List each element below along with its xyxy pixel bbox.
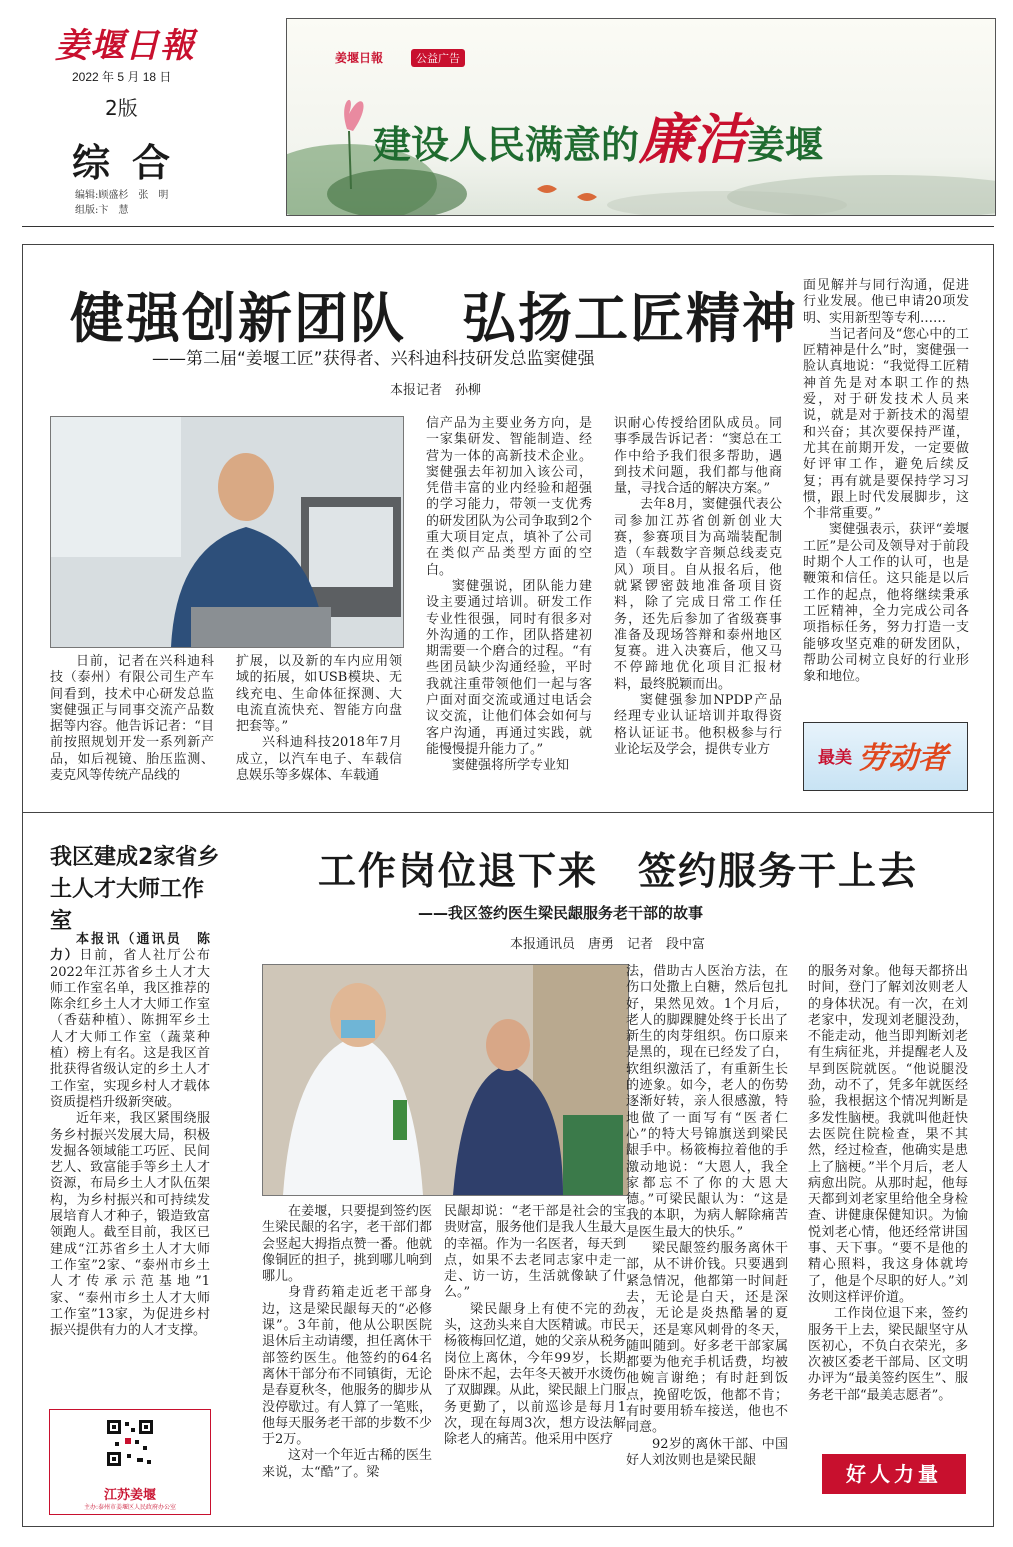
article1-col2	[236, 654, 402, 784]
article2-col4-text2: 工作岗位退下来，签约服务干上去，梁民龈坚守从医初心，不负白衣荣光，多次被区委老干部局、区文明办评为“最美签约医生”、服务老干部“最美志愿者”。	[808, 1306, 968, 1403]
article1-col5-text3: 窦健强表示，获评“姜堰工匠”是公司及领导对于前段时期个人工作的认可，也是鞭策和信任。这只能是以后工作的起点，他将继续秉承工匠精神，全力完成公司各项指标任务，努力打造一支能够攻坚克难的研发团队，帮助公司树立良好的行业形象和地位。	[803, 522, 969, 685]
article1-photo	[50, 416, 404, 648]
qr-code-ad	[49, 1409, 211, 1515]
layout-editor-line: 组版:卞 慧	[75, 205, 129, 216]
article2-headline: 工作岗位退下来 签约服务干上去	[318, 849, 919, 893]
banner-slogan-pre: 建设人民满意的	[373, 123, 640, 167]
section-title: 综合	[72, 140, 193, 185]
article1-col2-text: 扩展，以及新的车内应用领域的拓展，如USB模块、无线充电、生命体征探测、大电流直流快充、智能方向盘把套等。”	[236, 654, 402, 735]
issue-date: 2022 年 5 月 18 日	[72, 70, 172, 84]
banner-slogan	[373, 97, 823, 174]
article1-col3-text3: 窦健强将所学专业知	[452, 758, 570, 774]
article1-col5-text2: 当记者问及“您心中的工匠精神是什么”时，窦健强一脸认真地说：“我觉得工匠精神首先是对本职工作的热爱，对于研发技术人员来说，就是对于新技术的渴望和兴奋；其次要保持严谨，尤其在前期开发，一定要做好评审工作，避免后续反复；再有就是要保持学习习惯，跟上时代发展脚步，这个非常重要。”	[803, 326, 969, 522]
article2-col1-text: 在姜堰，只要提到签约医生梁民龈的名字，老干部们都会竖起大拇指点赞一番。他就像铜匠的担子，挑到哪儿响到哪儿。	[262, 1204, 432, 1285]
badge-prefix: 最美	[818, 748, 852, 768]
article2-photo	[262, 964, 629, 1196]
article1-col4-text3: 窦健强参加NPDP产品经理专业认证培训并取得资格认证证书。他积极参与行业论坛及学会，提供专业方	[614, 693, 782, 757]
masthead-divider	[22, 226, 994, 227]
newspaper-logo: 姜堰日報	[55, 26, 195, 66]
article2-col3-text2: 梁民龈签约服务离休干部，从不讲价钱。只要遇到紧急情况，他都第一时间赶去，无论是白天，还是深夜，无论是炎热酷暑的夏天，还是寒风刺骨的冬天，随叫随到。好多老干部家属都要为他充手机话费，均被他婉言谢绝；有时赶到饭点，挽留吃饭，他都不肯；有时要用轿车接送，他也不同意。	[626, 1241, 788, 1436]
good-people-tag: 好人力量	[822, 1454, 966, 1494]
brief-text-2: 近年来，我区紧围绕服务乡村振兴发展大局，积极发掘各领域能工巧匠、民间艺人、致富能手等乡土人才资源，布局乡土人才队伍架构，为乡村振兴和可持续发展培育人才种子，锻造致富领跑人。截至目前，我区已建成“江苏省乡土人才大师工作室”2家、“泰州市乡土人才传承示范基地”1家、“泰州市乡土人才大师工作室”13家，为促进乡村振兴提供有力的人才支撑。	[50, 1111, 210, 1339]
best-worker-badge	[803, 722, 968, 791]
section-divider	[22, 812, 994, 813]
article1-headline: 健强创新团队 弘扬工匠精神	[70, 287, 798, 350]
article1-col3	[426, 416, 592, 775]
article1-col4-text: 识耐心传授给团队成员。同事季晟告诉记者：“窦总在工作中给予我们很多帮助，遇到技术问题，我们都与他商量，寻找合适的解决方案。”	[614, 416, 782, 497]
article1-col4	[614, 416, 782, 758]
banner-slogan-post: 姜堰	[747, 123, 824, 167]
article1-col5	[803, 278, 969, 685]
brief-body	[50, 932, 210, 1339]
banner-paper-logo: 姜堰日報	[335, 51, 384, 65]
editors-credit	[75, 188, 168, 218]
article2-col2-text2: 梁民龈身上有使不完的劲头，这劲头来自大医精诚。市民杨筱梅回忆道，她的父亲从税务岗位上离休，今年99岁，长期卧床不起，去年冬天被开水烫伤了双脚踝。从此，梁民龈上门服务更勤了，以前巡诊是每月1次，现在每周3次，想方设法解除老人的痛苦。他采用中医疗	[444, 1301, 627, 1448]
qr-account-name: 江苏姜堰	[103, 1488, 156, 1503]
qr-code-icon	[105, 1418, 155, 1468]
article2-col2-text: 民龈却说：“老干部是社会的宝贵财富，服务他们是我人生最大的幸福。作为一名医者，每天到点，如果不去老同志家中走一走、访一访，生活就像缺了什么。”	[444, 1204, 627, 1301]
article2-col3	[626, 964, 788, 1469]
article1-col3-text: 信产品为主要业务方向，是一家集研发、智能制造、经营为一体的高新技术企业。窦健强去年初加入该公司，凭借丰富的业内经验和超强的学习能力，带领一支优秀的研发团队为公司争取到2个重大项目定点，填补了公司在类似产品类型方面的空白。	[426, 416, 592, 578]
brief-lead: 本报讯（通讯员 陈力）	[50, 932, 210, 964]
editors-line: 编辑:顾盛杉 张 明	[75, 190, 169, 201]
banner-ad-label: 公益广告	[411, 49, 465, 67]
banner-slogan-highlight: 廉洁	[639, 107, 748, 171]
article1-subheadline: ——第二届“姜堰工匠”获得者、兴科迪科技研发总监窦健强	[152, 349, 595, 369]
article2-col4-text: 的服务对象。他每天都挤出时间，登门了解刘汝则老人的身体状况。有一次，在刘老家中，发现刘老腿没劲，不能走动，他当即判断刘老有生病征兆，并提醒老人及早到医院就医。“他说腿没劲，动不了，凭多年就医经验，我根据这个情况判断是多发性脑梗。我就叫他赶快去医院住院检查，果不其然，经过检查，他确实是患上了脑梗。”半个月后，老人病愈出院。从那时起，他每天都到刘老家里给他全身检查、讲健康保健知识。为愉悦刘老心情，他还经常讲国事、天下事。“要不是他的精心照料，我这身体就垮了，他是个尽职的好人。”刘汝则这样评价道。	[808, 964, 968, 1305]
public-service-banner	[286, 18, 996, 216]
article2-subheadline: ——我区签约医生梁民龈服务老干部的故事	[418, 904, 704, 922]
article2-col2	[444, 1204, 626, 1448]
article2-col1-text2: 身背药箱走近老干部身边，这是梁民龈每天的“必修课”。3年前，他从公职医院退休后主动请缨，担任离休干部签约医生。他签约的64名离休干部分布不同镇街，无论是春夏秋冬，他服务的脚步从没停歇过。有人算了一笔账，他每天服务老干部的步数不少于2万。	[262, 1285, 432, 1448]
article1-col5-text: 面见解并与同行沟通，促进行业发展。他已申请20项发明、实用新型等专利……	[803, 278, 969, 326]
article2-col1-text3: 这对一个年近古稀的医生来说，太“酷”了。梁	[262, 1448, 432, 1480]
article1-col1-text: 日前，记者在兴科迪科技（泰州）有限公司生产车间看到，技术中心研发总监窦健强正与同事交流产品数据等内容。他告诉记者：“目前按照规划开发一系列新产品，如后视镜、胎压监测、麦克风等传统产品线的	[50, 654, 214, 784]
article2-byline: 本报通讯员 唐勇 记者 段中富	[510, 937, 706, 952]
article1-col2-text2: 兴科迪科技2018年7月成立，以汽车电子、车载信息娱乐等多媒体、车载通	[236, 735, 402, 784]
article2-col3-text: 法，借助古人医治方法，在伤口处撒上白糖，然后包扎好，果然见效。1个月后，老人的脚踝腱处终于长出了新生的肉芽组织。伤口原来是黑的，现在已经发了白，软组织激活了，有重新生长的迹象。如今，老人的伤势逐渐好转，亲人很感激，特地做了一面写有“医者仁心”的特大号锦旗送到梁民龈手中。杨筱梅拉着他的手激动地说：“大恩人，我全家都忘不了你的大恩大德。”可梁民龈认为：“这是我的本职，为病人解除痛苦是医生最大的快乐。”	[626, 964, 788, 1240]
article2-col4	[808, 964, 968, 1404]
page-number: 2版	[105, 96, 138, 120]
article1-col4-text2: 去年8月，窦健强代表公司参加江苏省创新创业大赛，参赛项目为高端装配制造（车载数字音频总线麦克风）项目。自从报名后，他就紧锣密鼓地准备项目资料，除了完成日常工作任务，还先后参加了省级赛事准备及现场答辩和泰州地区复赛。进入决赛后，他又马不停蹄地优化项目汇报材料，最终脱颖而出。	[614, 497, 782, 692]
article1-byline: 本报记者 孙柳	[390, 383, 482, 398]
article1-col3-text2: 窦健强说，团队能力建设主要通过培训。研发工作专业性很强，同时有很多对外沟通的工作，团队搭建初期需要一个磨合的过程。“有些团员缺少沟通经验，平时我就注重带领他们一起与客户面对面交流或通过电话会议交流，让他们体会如何与客户沟通，再通过实践，就能慢慢提升能力了。”	[426, 578, 592, 757]
article1-col1	[50, 654, 214, 784]
brief-headline: 我区建成2家省乡土人才大师工作室	[50, 845, 220, 934]
article2-col1	[262, 1204, 432, 1481]
badge-main-text: 劳动者	[858, 741, 948, 776]
article2-col3-text3: 92岁的离休干部、中国好人刘汝则也是梁民龈	[626, 1436, 788, 1468]
brief-text-1: 日前，省人社厅公布2022年江苏省乡土人才大师工作室名单，我区推荐的陈余红乡土人才大师工作室（香菇种植）、陈拥军乡土人才大师工作室（蔬菜种植）榜上有名。这是我区首批获得省级认定的乡土人才工作室，实现乡村人才载体资质提档升级新突破。	[50, 948, 210, 1110]
qr-sponsor: 主办:泰州市姜堰区人民政府办公室	[83, 1504, 177, 1511]
